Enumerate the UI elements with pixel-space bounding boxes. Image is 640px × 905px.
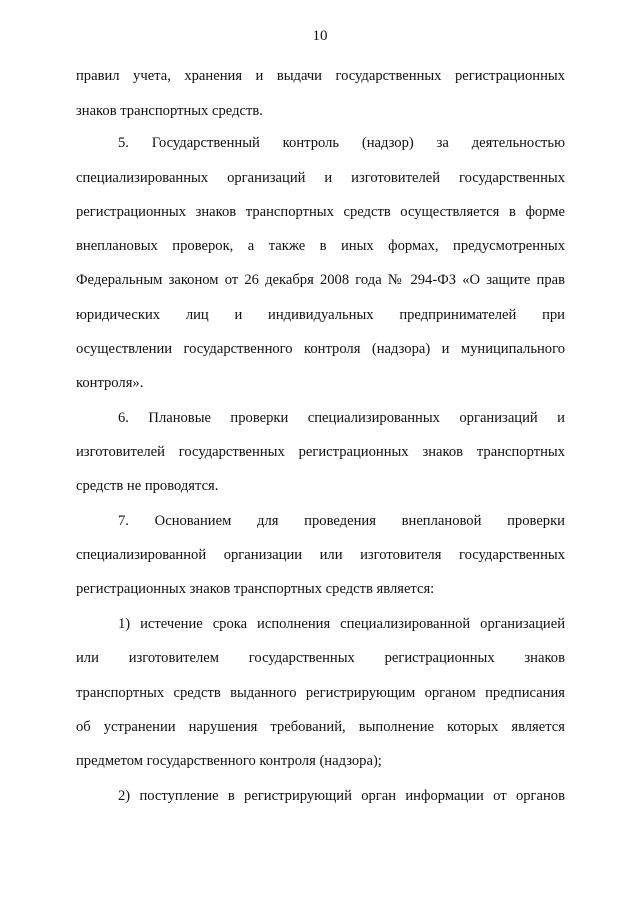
text-line: 1) истечение срока исполнения специализированной организацией [118, 616, 565, 632]
text-line: регистрационных знаков транспортных средств осуществляется в форме [76, 204, 565, 220]
text-line: 2) поступление в регистрирующий орган информации от органов [118, 788, 565, 804]
page-number: 10 [312, 28, 328, 44]
text-line: правил учета, хранения и выдачи государственных регистрационных [76, 68, 565, 84]
text-line: транспортных средств выданного регистрирующим органом предписания [76, 685, 565, 701]
text-line: 7. Основанием для проведения внеплановой проверки [118, 513, 565, 529]
text-line: внеплановых проверок, а также в иных формах, предусмотренных [76, 238, 565, 254]
text-line: регистрационных знаков транспортных средств является: [76, 581, 435, 597]
text-line: специализированных организаций и изготовителей государственных [76, 170, 565, 186]
text-line: предметом государственного контроля (надзора); [76, 753, 382, 769]
text-line: Федеральным законом от 26 декабря 2008 года № 294-ФЗ «О защите прав [76, 272, 565, 288]
text-line: изготовителей государственных регистрационных знаков транспортных [76, 444, 565, 460]
text-line: 6. Плановые проверки специализированных организаций и [118, 410, 565, 426]
text-line: или изготовителем государственных регистрационных знаков [76, 650, 565, 666]
text-line: юридических лиц и индивидуальных предпринимателей при [76, 307, 565, 323]
text-line: об устранении нарушения требований, выполнение которых является [76, 719, 565, 735]
text-line: средств не проводятся. [76, 478, 219, 494]
text-line: знаков транспортных средств. [76, 103, 263, 119]
text-line: контроля». [76, 375, 144, 391]
text-line: 5. Государственный контроль (надзор) за деятельностью [118, 135, 565, 151]
text-line: специализированной организации или изготовителя государственных [76, 547, 565, 563]
text-line: осуществлении государственного контроля (надзора) и муниципального [76, 341, 565, 357]
